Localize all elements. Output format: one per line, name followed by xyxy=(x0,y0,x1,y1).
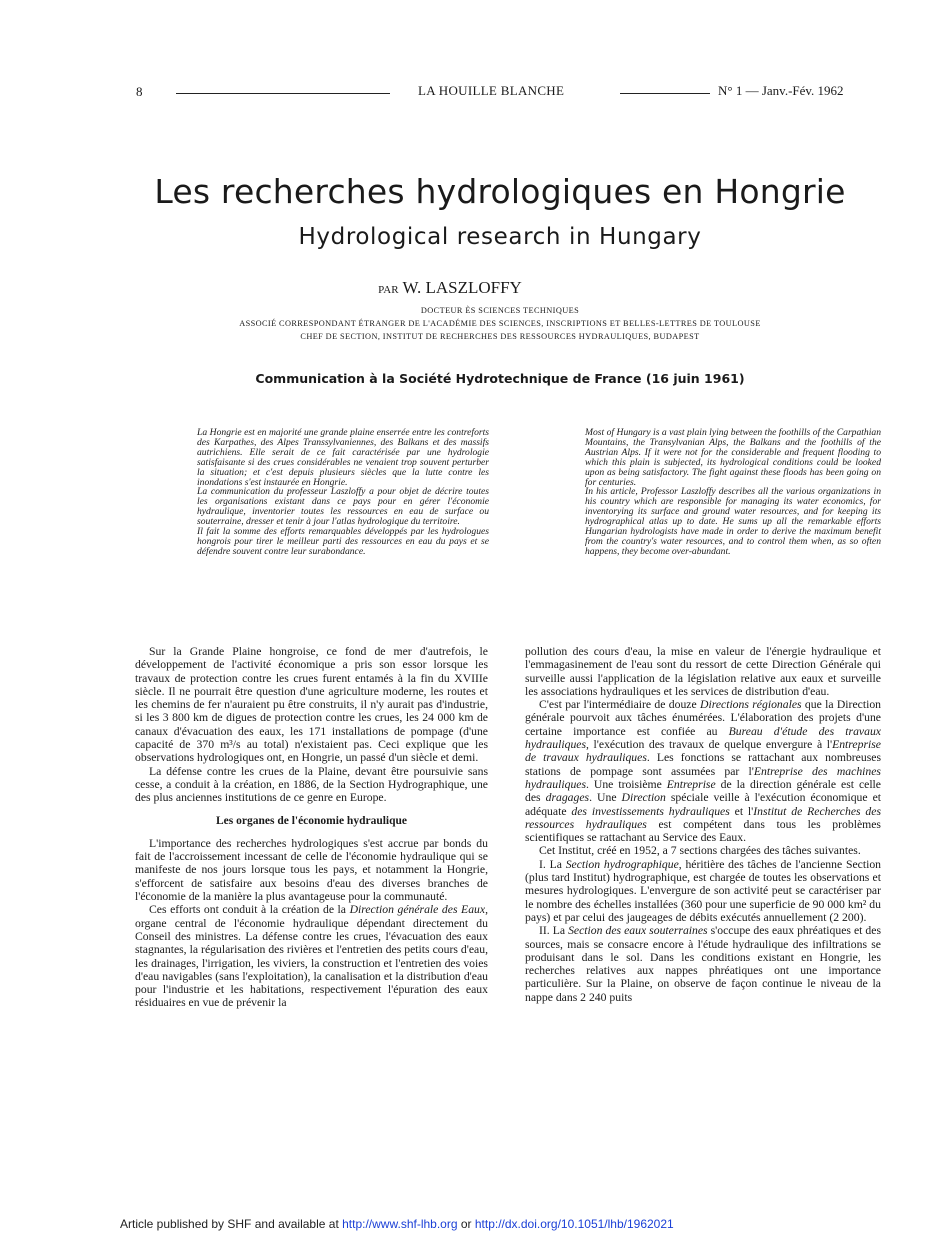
header-rule-left xyxy=(176,93,390,94)
emphasis: des investissements hydrauliques xyxy=(571,804,730,818)
affiliation-3: CHEF DE SECTION, INSTITUT DE RECHERCHES DES RESSOURCES HYDRAULIQUES, BUDAPEST xyxy=(300,332,700,341)
abstract-fr-paragraph: La Hongrie est en majorité une grande plaine enserrée entre les contreforts des Karpathes, des Alpes Transsylvaniennes, des Balkans et des massifs autrichiens. Elle serait de ce fait caractérisée par une hydrologie satisfaisante si des crues considérables ne venaient trop souvent perturber la situation; et c'est depuis plusieurs siècles que la lutte contre les inondations s'est instaurée en Hongrie. xyxy=(197,427,489,488)
body-paragraph xyxy=(525,698,881,844)
text-run: II. La xyxy=(539,924,569,938)
body-paragraph: L'importance des recherches hydrologiques s'est accrue par bonds du fait de l'accroissement incessant de celle de l'économie hydraulique qui se manifeste de nos jours lorsque tous les pays, et notamment la Hongrie, s'efforcent de satisfaire aux besoins d'eau des diverses branches de l'économie de la manière la plus avantageuse pour la communauté. xyxy=(135,836,488,904)
body-paragraph: La défense contre les crues de la Plaine, devant être poursuivie sans cesse, a conduit à la création, en 1886, de la Section Hydrographique, une des plus anciennes institutions de ce genre en Europe. xyxy=(135,764,488,805)
emphasis: Direction générale des Eaux xyxy=(349,903,486,917)
body-paragraph: pollution des cours d'eau, la mise en valeur de l'énergie hydraulique et l'emmagasinement de l'eau sont du ressort de cette Direction Générale qui surveille aussi l'application de la législation relative aux eaux et surveille les associations hydrauliques et les services de distribution d'eau. xyxy=(525,645,881,698)
author-name: W. LASZLOFFY xyxy=(402,278,522,297)
page-number: 8 xyxy=(136,84,143,99)
abstract-french xyxy=(197,428,489,557)
text-run: et l' xyxy=(729,804,754,818)
journal-name: LA HOUILLE BLANCHE xyxy=(418,83,565,98)
emphasis: Entreprise de travaux hydrauliques xyxy=(525,738,881,765)
abstract-fr-paragraph: Il fait la somme des efforts remarquables développés par les hydrologues hongrois pour tirer le meilleur parti des ressources en eau du pays et se défendre souvent contre leur surabondance. xyxy=(197,526,489,557)
text-run: , organe central de l'économie hydraulique dépendant directement du Conseil des ministres. La défense contre les crues, l'évacuation des eaux stagnantes, la régularisation des rivières et l'entretien des petits cours d'eau, les drainages, l'irrigation, les viviers, la construction et l'entretien des voies d'eau navigables (sans l'exploitation), la canalisation et la distribution d'eau pour l'industrie et les habitations, respectivement l'épuration des eaux résiduaires en vue de prévenir la xyxy=(135,903,488,1010)
text-run: . Une xyxy=(589,791,622,805)
body-paragraph xyxy=(525,924,881,1004)
footer-text: Article published by SHF and available at xyxy=(120,1217,343,1231)
communication-note: Communication à la Société Hydrotechnique de France (16 juin 1961) xyxy=(255,371,745,386)
text-run: . Les fonctions se rattachant aux nombreuses stations de pompage sont assumées par l' xyxy=(525,751,881,778)
text-run: I. La xyxy=(539,857,566,871)
text-run: s'occupe des eaux phréatiques et des sources, mais se consacre encore à l'étude hydraulique des infiltrations se produisant dans le sol. Dans les conditions existant en Hongrie, les recherches relatives aux nappes phréatiques ont une importance particulière. Sur la Plaine, on observe de façon continue le niveau de la nappe dans 2 240 puits xyxy=(525,924,881,1004)
emphasis: Institut de Recherches des ressources hydrauliques xyxy=(525,804,882,831)
body-column-left xyxy=(135,645,488,1010)
body-column-right xyxy=(525,645,881,1004)
emphasis: Directions régionales xyxy=(700,698,802,712)
title-english: Hydrological research in Hungary xyxy=(298,224,702,250)
emphasis: Section des eaux souterraines xyxy=(568,924,708,938)
body-paragraph xyxy=(525,858,881,924)
emphasis: Entreprise des machines hydrauliques xyxy=(525,764,881,791)
shf-link[interactable]: http://www.shf-lhb.org xyxy=(342,1217,458,1231)
abstract-english xyxy=(585,428,881,557)
affiliation-2: ASSOCIÉ CORRESPONDANT ÉTRANGER DE L'ACADÉMIE DES SCIENCES, INSCRIPTIONS ET BELLES-LETTRES DE TOULOUSE xyxy=(239,319,761,328)
body-paragraph: Cet Institut, créé en 1952, a 7 sections chargées des tâches suivantes. xyxy=(539,844,861,858)
text-run: est compétent dans tous les problèmes scientifiques se rattachant au Service des Eaux. xyxy=(525,817,881,845)
issue-label: N° 1 — Janv.-Fév. 1962 xyxy=(718,83,844,98)
header-rule-right xyxy=(620,93,710,94)
emphasis: dragages xyxy=(545,791,590,805)
emphasis: Bureau d'étude des travaux hydrauliques xyxy=(525,724,881,752)
text-run: spéciale veille à l'exécution économique et adéquate xyxy=(525,791,881,818)
publication-footer xyxy=(120,1217,674,1231)
abstract-en-paragraph: In his article, Professor Laszloffy describes all the various organizations in his country which are responsible for managing its water economics, for inventorying its surface and ground water resources, and for keeping its hydrographical atlas up to date. He sums up all the remarkable efforts Hungarian hydrologists have made in order to derive the maximum benefit from the country's water resources, and to control them when, as so often happens, they become over-abundant. xyxy=(585,486,881,557)
text-run: C'est par l'intermédiaire de douze xyxy=(539,698,701,712)
section-heading: Les organes de l'économie hydraulique xyxy=(215,814,408,827)
emphasis: Direction xyxy=(621,791,666,805)
running-header xyxy=(0,0,930,110)
emphasis: Entreprise xyxy=(666,777,716,791)
emphasis: Section hydrographique xyxy=(565,857,679,871)
abstract-en-paragraph: Most of Hungary is a vast plain lying between the foothills of the Carpathian Mountains, the Transylvanian Alps, the Balkans and the foothills of the Austrian Alps. If it were not for the considerable and frequent flooding to which this plain is subjected, its hydrological conditions could be looked upon as being satisfactory. The fight against these floods has been going on for centuries. xyxy=(585,427,881,488)
abstract-fr-paragraph: La communication du professeur Laszloffy a pour objet de décrire toutes les organisations existant dans ce pays pour en gérer l'économie hydraulique, inventorier toutes les ressources en eau de surface ou souterraine, dresser et tenir à jour l'atlas hydrologique du territoire. xyxy=(197,486,489,528)
author-prefix: PAR xyxy=(378,284,399,296)
affiliation-1: DOCTEUR ÈS SCIENCES TECHNIQUES xyxy=(420,306,580,315)
title-french: Les recherches hydrologiques en Hongrie xyxy=(154,172,846,211)
text-run: que la Direction générale pourvoit aux tâches énumérées. L'élaboration des projets d'une certaine importance est confiée au xyxy=(525,698,882,738)
doi-link[interactable]: http://dx.doi.org/10.1051/lhb/1962021 xyxy=(474,1217,674,1231)
body-paragraph: Sur la Grande Plaine hongroise, ce fond de mer d'autrefois, le développement de l'activité économique a pris son essor lorsque les travaux de protection contre les crues furent entamés à la fin du XVIIIe siècle. Il ne pourrait être question d'une agriculture moderne, les routes et les chemins de fer n'auraient pu être construits, il n'y aurait pas d'industrie, si les 3 800 km de digues de protection contre les crues, les 24 000 km de canaux d'évacuation des eaux, les 171 installations de pompage (d'une capacité de 370 m³/s au total) n'existaient pas. Ceci explique que les observations hydrologiques ont, en Hongrie, un passé d'un siècle et demi. xyxy=(135,645,488,765)
text-run: Ces efforts ont conduit à la création de la xyxy=(149,903,350,917)
author-line xyxy=(0,278,900,298)
text-run: de la direction générale est celle des xyxy=(525,777,881,805)
text-run: . Une troisième xyxy=(586,777,667,791)
footer-text: or xyxy=(457,1217,475,1231)
text-run: , l'exécution des travaux de quelque envergure à l' xyxy=(586,738,833,752)
text-run: , héritière des tâches de l'ancienne Section (plus tard Institut) hydrographique, est chargée de toutes les observations et mesures hydrologiques. L'envergure de son activité peut se caractériser par le nombre des échelles installées (360 pour une superficie de 90 000 km² du pays) et par celui des jaugeages de débits exécutés annuellement (2 200). xyxy=(525,857,882,924)
body-paragraph xyxy=(135,903,488,1009)
